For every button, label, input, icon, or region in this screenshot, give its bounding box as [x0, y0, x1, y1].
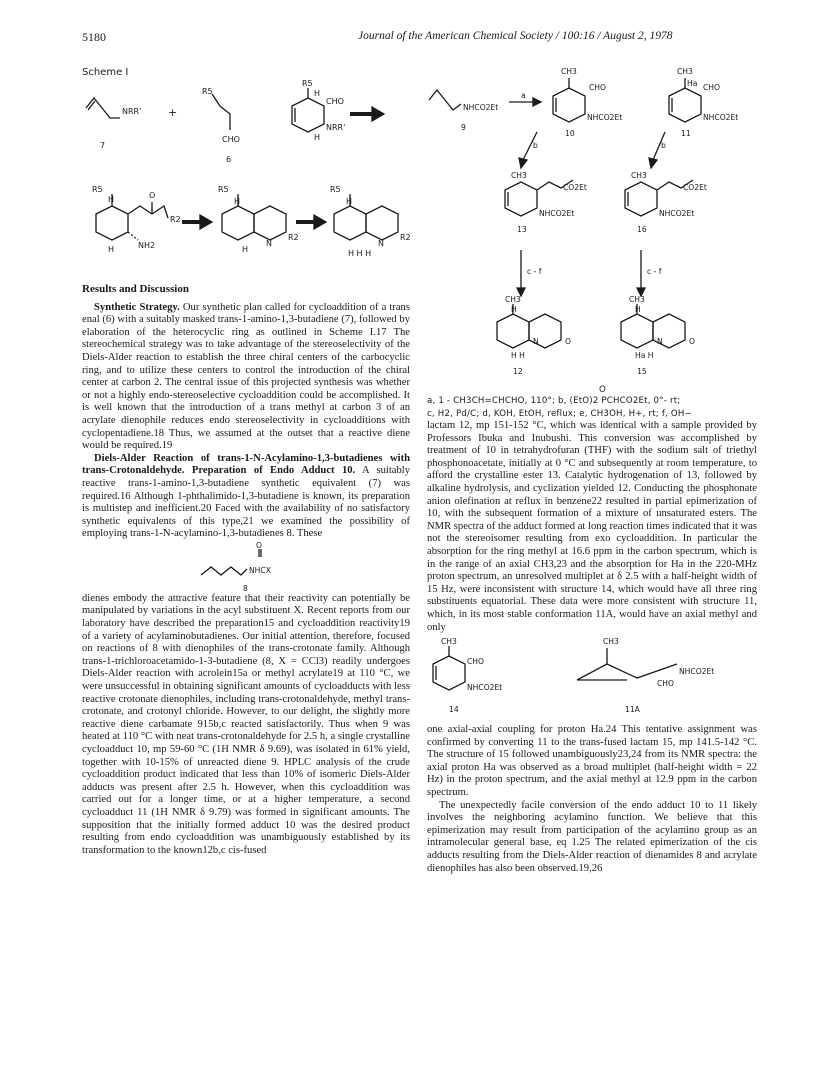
reagents-line-1: a, 1 - CH3CH=CHCHO, 110°; b, (EtO)2 PCHCO2Et, 0°- rt; [427, 396, 681, 406]
c11a-ch3: CH3 [603, 637, 619, 647]
scheme-label: Scheme I [82, 67, 129, 78]
s8-label: NHCX [249, 565, 271, 575]
compound-11-number: 11 [681, 129, 691, 138]
paragraph-dienes: dienes embody the attractive feature that their reactivity can potentially be manipulated by variations in the acyl substituent X. Recent reports from our laboratory have described the preparation15 and cycloaddition reactivity19 of a variety of acylaminobutadienes. Our initial attention, therefore, focused on reactions of 8 with dienophiles of the trans-crotonate family. Although trans-1-trichloroacetamido-1-3-butadiene (8, X = CCl3) readily undergoes Diels-Alder reaction with acrolein15a or methyl acrylate19 at 110 °C, we were unsuccessful in obtaining significant amounts of cycloadducts with less reactive crotonate dienophiles, including trans-crotonaldehyde, methyl trans-crotonate, and crotonyl chloride. However, to our delight, the slightly more reactive diene carbamate 915b,c reacted satisfactorily. Thus when 9 was heated at 110 °C with neat trans-crotonaldehyde for 2.5 h, a single crystalline cycloadduct 10, mp 59-60 °C (1H NMR δ 9.69), was isolated in 61% yield, together with 10-15% of unreacted diene 9. HPLC analysis of the crude cycloaddition product indicated that less than 10% of isomeric Diels-Alder adducts was present after 2.5 h. However, when this cycloaddition was carried out for a longer time, or at a higher temperature, a second cycloadduct 11 (1H NMR δ 9.79) was formed in significant amounts. The supposition that the initially formed adduct 10 was the desired product resulting from endo cycloaddition was unambiguously established by its transformation to the known12b,c cis-fused [82, 592, 410, 856]
journal-running-head: Journal of the American Chemical Society / 100:16 / August 2, 1978 [358, 30, 673, 42]
c11-nh: NHCO2Et [703, 113, 739, 122]
adduct-nrr-label: NRR' [326, 123, 346, 132]
c13-nh: NHCO2Et [539, 209, 575, 218]
c14-cho: CHO [467, 657, 484, 667]
c11-ha: Ha [687, 79, 698, 88]
c10-cho: CHO [589, 83, 606, 92]
page-number: 5180 [82, 30, 106, 44]
c11a-nh: NHCO2Et [679, 667, 715, 677]
b1-h-label: H [108, 195, 115, 204]
c15-h-atoms: Ha H [635, 351, 654, 360]
c15-h: H [635, 305, 641, 314]
scheme-i-figure [82, 76, 412, 276]
c11a-cho: CHO [657, 679, 674, 689]
c9-label: NHCO2Et [463, 103, 499, 112]
s6-cho-label: CHO [222, 135, 240, 144]
b3-r2-label: R2 [400, 233, 411, 242]
b3-h-label: H [346, 197, 353, 206]
c14-ch3: CH3 [441, 637, 457, 647]
paragraph-diels-alder [82, 453, 410, 541]
s7-group-label: NRR' [122, 107, 142, 116]
right-column [427, 420, 757, 875]
c10-ch3: CH3 [561, 67, 577, 76]
b1-o-label: O [149, 191, 156, 200]
c11-ch3: CH3 [677, 67, 693, 76]
c16-ch3: CH3 [631, 171, 647, 180]
paragraph-epimerization: The unexpectedly facile conversion of the endo adduct 10 to 11 likely involves the neighboring acylamino function. We believe that this epimerization may result from participation of the acylamino group as an intramolecular general base, eq 1.25 The related epimerization of the cis adducts resulting from the Diels-Alder reaction of dienamides 8 and acrylate dienophiles has also been observed.19,26 [427, 799, 757, 874]
b2-n-label: N [266, 239, 272, 248]
c16-co2et: CO2Et [683, 183, 707, 192]
compound-6-number: 6 [226, 155, 232, 164]
arrow-cf1-label: c - f [527, 267, 542, 276]
adduct-h2-label: H [314, 133, 321, 142]
c15-o: O [689, 337, 695, 346]
structures-14-11a-drawing [427, 634, 757, 724]
plus-sign: + [168, 106, 178, 119]
s6-r-label: R5 [202, 87, 213, 96]
reagents-line-2: c, H2, Pd/C; d, KOH, EtOH, reflux; e, CH3OH, H+, rt; f, OH− [427, 409, 692, 419]
compound-9-number: 9 [461, 123, 466, 132]
compound-12-number: 12 [513, 367, 523, 376]
adduct-cho-label: CHO [326, 97, 344, 106]
paragraph-body: Our synthetic plan called for cycloaddition of a trans enal (6) with a suitably masked trans-1-amino-1,3-butadiene (7), followed by elaboration of the heterocyclic ring as outlined in Scheme I.17 The stereochemical strategy was to take advantage of the stereoselectivity of the Diels-Alder reaction to establish the three chiral centers of the carbocyclic ring, and to utilize these centers to control the introduction of the chiral center at carbon 2. The central issue of this projected synthesis was whether or not a highly endo-stereoselective cycloaddition could be accomplished. It is well known that the introduction of a trans methyl at carbon 3 of an acrylate dienophile reduces endo stereoselectivity in cycloadditions with cyclopentadiene.18 Thus, we assumed at the outset that a reactive diene would be required.19 [82, 301, 410, 452]
c12-ch3: CH3 [505, 295, 521, 304]
arrow-b1-label: b [533, 141, 538, 150]
paragraph-lead: Synthetic Strategy. [94, 301, 180, 313]
arrow-a-label: a [521, 91, 526, 100]
b2-r2-label: R2 [288, 233, 299, 242]
synthesis-scheme-figure [425, 60, 755, 380]
b2-h2-label: H [242, 245, 249, 254]
b1-r2-label: R2 [170, 215, 181, 224]
compound-16-number: 16 [637, 225, 647, 234]
reagents-footnote [427, 386, 757, 421]
c13-co2et: CO2Et [563, 183, 587, 192]
c15-n: N [657, 337, 663, 346]
b3-n-label: N [378, 239, 384, 248]
c13-ch3: CH3 [511, 171, 527, 180]
c12-h: H [511, 305, 517, 314]
paragraph-lactam: lactam 12, mp 151-152 °C, which was identical with a sample provided by Professors Ibuka and Inubushi. This conversion was accomplished by treatment of 10 in tetrahydrofuran (THF) with the sodium salt of triethyl phosphonoacetate, initially at 0 °C and subsequently at room temperature, to afford the crystalline ester 13. Catalytic hydrogenation of 13, followed by alkaline hydrolysis, and cyclization yielded 12. Conducting the phosphonate anion olefination at reflux in benzene22 resulted in partial epimerization of 10, with the subsequent formation of a mixture of unsaturated esters. The NMR spectra of the adduct formed at long reaction times indicated that it was not the stereoisomer resulting from exo cycloaddition. In particular the absorption for the ring methyl at 16.6 ppm in the carbon spectrum, which is in the range of an axial CH3,23 and the absorption for Ha in the 220-MHz proton spectrum, an unresolved multiplet at δ 2.5 with a half-height width of 15 Hz, were inconsistent with structure 14, which would have all three ring substituents equatorial. These data were more consistent with structure 11, which, in its most stable conformation 11A, would have an axial methyl and only [427, 420, 757, 633]
compound-8-number: 8 [243, 583, 248, 593]
structure-8-drawing [197, 541, 337, 593]
reagents-carbonyl-o: O [599, 385, 606, 395]
adduct-r-label: R5 [302, 79, 313, 88]
c11-cho: CHO [703, 83, 720, 92]
compound-13-number: 13 [517, 225, 527, 234]
b1-nh2-label: NH2 [138, 241, 156, 250]
arrow-cf2-label: c - f [647, 267, 662, 276]
b1-r-label: R5 [92, 185, 103, 194]
b2-r-label: R5 [218, 185, 229, 194]
compound-15-number: 15 [637, 367, 647, 376]
paragraph-lead: Diels-Alder Reaction of trans-1-N-Acylamino-1,3-butadienes with trans-Crotonaldehyde. Preparation of Endo Adduct 10. [82, 452, 410, 477]
b3-h-atoms-label: H H H [348, 249, 372, 258]
structure-8 [82, 541, 410, 593]
paragraph-body: A suitably reactive trans-1-amino-1,3-butadiene synthetic equivalent (7) was required.16 Although 1-phthalimido-1,3-butadiene is known, its preparation is multistep and inefficient.20 Faced with the availability of no satisfactory synthetic equivalents of this type,21 we examined the possibility of employing trans-1-N-acylamino-1,3-butadienes 8. These [82, 465, 410, 540]
structures-14-11a [427, 634, 757, 724]
compound-14-number: 14 [449, 705, 459, 715]
compound-10-number: 10 [565, 129, 575, 138]
adduct-h-label: H [314, 89, 321, 98]
b1-h2-label: H [108, 245, 115, 254]
c14-nh: NHCO2Et [467, 683, 503, 693]
c12-h-atoms: H H [511, 351, 525, 360]
c12-n: N [533, 337, 539, 346]
c16-nh: NHCO2Et [659, 209, 695, 218]
compound-11a-number: 11A [625, 705, 640, 715]
b2-h-label: H [234, 197, 241, 206]
section-heading: Results and Discussion [82, 283, 189, 295]
arrow-b2-label: b [661, 141, 666, 150]
c15-ch3: CH3 [629, 295, 645, 304]
s8-o: O [256, 540, 262, 550]
compound-7-number: 7 [100, 141, 106, 150]
c10-nh: NHCO2Et [587, 113, 623, 122]
paragraph-assignment: one axial-axial coupling for proton Ha.24 This tentative assignment was confirmed by converting 11 to the trans-fused lactam 15, mp 141.5-142 °C. The structure of 15 followed unambiguously23,24 from its NMR spectra: the axial proton Ha was observed as a broad multiplet (half-height width = 22 Hz) in the proton spectrum, and the axial methyl at 12.9 ppm in the carbon spectrum. [427, 724, 757, 799]
c12-o: O [565, 337, 571, 346]
paragraph-synthetic-strategy [82, 302, 410, 453]
left-column [82, 283, 410, 857]
b3-r-label: R5 [330, 185, 341, 194]
